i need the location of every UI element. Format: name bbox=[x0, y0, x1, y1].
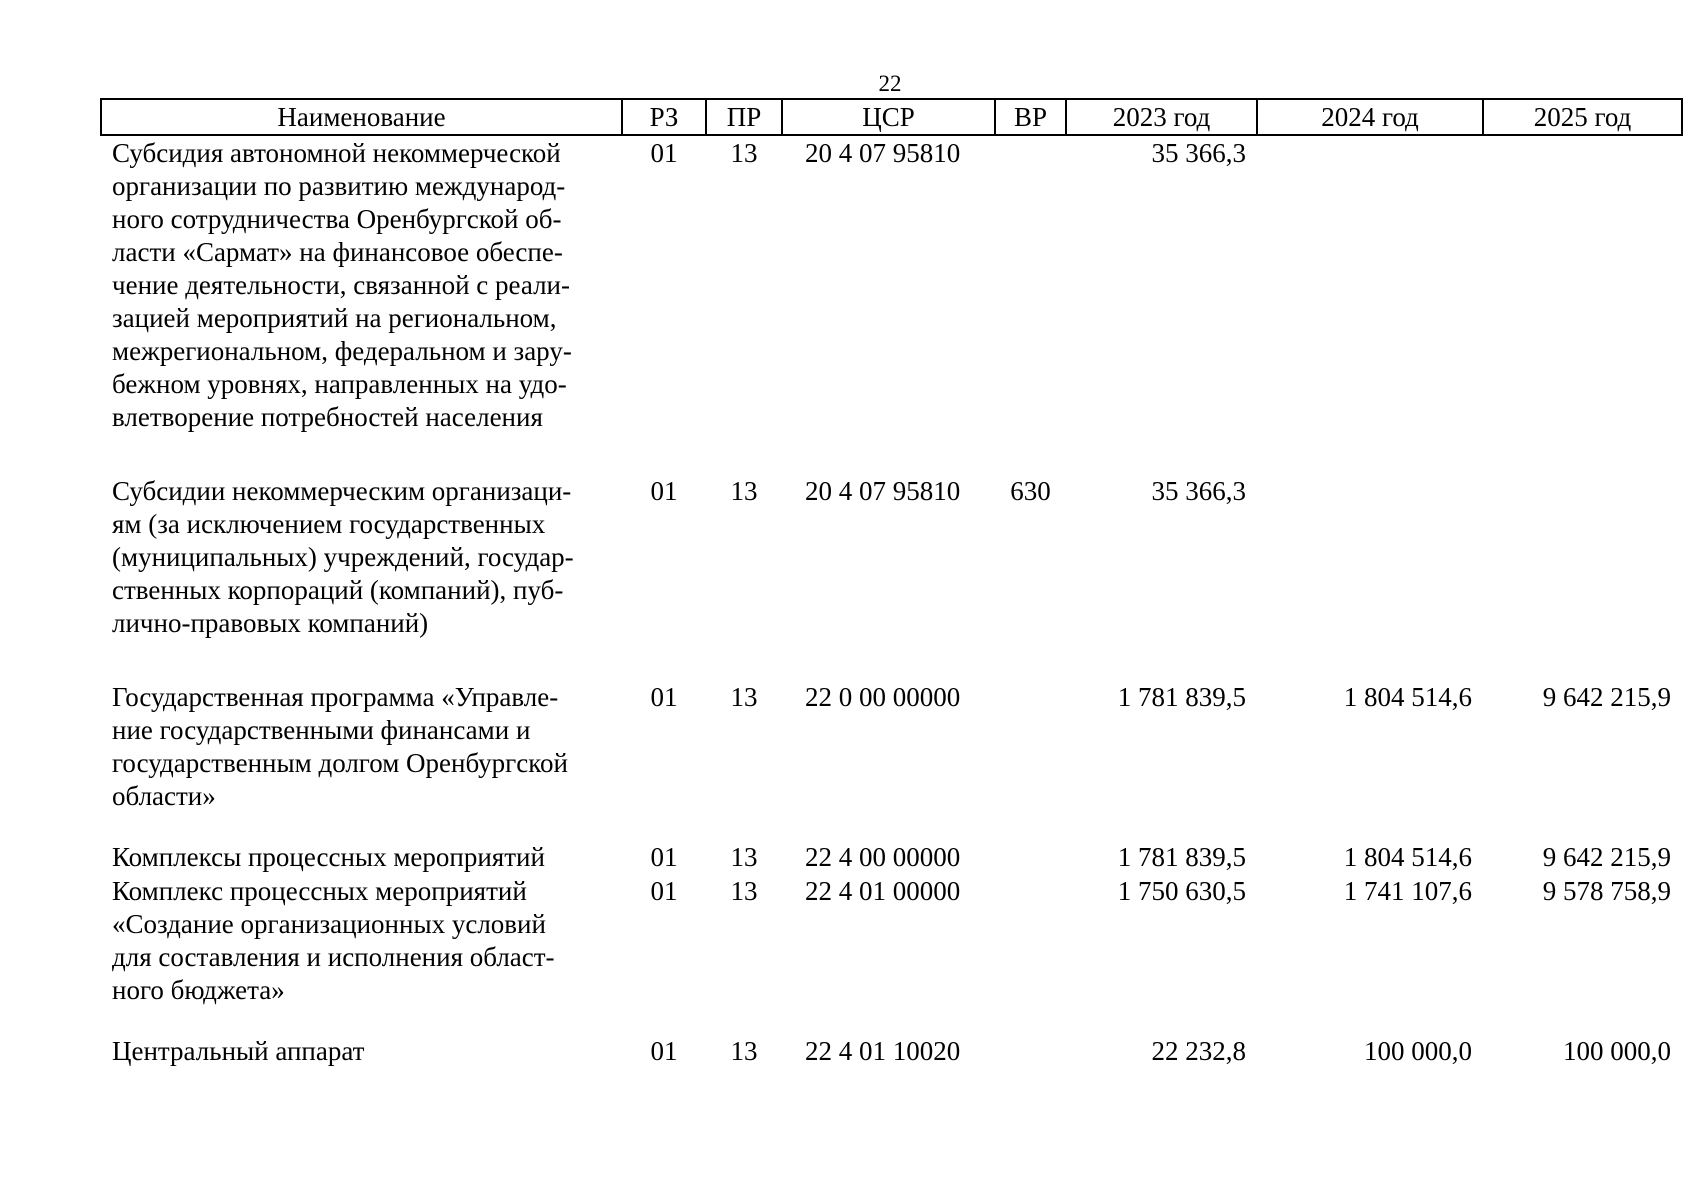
row-pr-cell: 13 bbox=[730, 138, 758, 168]
table-row bbox=[101, 1034, 1682, 1068]
row-2025-cell bbox=[1483, 135, 1682, 474]
row-name-line: ного бюджета» bbox=[112, 975, 285, 1005]
table-row bbox=[101, 680, 1682, 840]
row-vr-cell bbox=[995, 840, 1066, 874]
row-name-cell bbox=[101, 1034, 622, 1068]
row-pr-cell: 13 bbox=[730, 842, 758, 872]
row-2024-cell: 1 741 107,6 bbox=[1343, 876, 1472, 906]
row-name-line: влетворение потребностей населения bbox=[112, 402, 543, 432]
row-2024-cell bbox=[1257, 135, 1483, 474]
row-name-line: межрегиональном, федеральном и зару- bbox=[112, 336, 572, 366]
row-2023-cell: 35 366,3 bbox=[1151, 476, 1246, 506]
table-row bbox=[101, 874, 1682, 1034]
row-2024-cell: 1 804 514,6 bbox=[1343, 842, 1472, 872]
row-csr-cell: 22 4 01 10020 bbox=[805, 1036, 961, 1066]
row-2025-cell: 9 578 758,9 bbox=[1542, 876, 1671, 906]
row-pr-cell: 13 bbox=[730, 682, 758, 712]
row-name-line: ного сотрудничества Оренбургской об- bbox=[112, 204, 562, 234]
header-2023: 2023 год bbox=[1066, 99, 1257, 135]
row-2023-cell: 22 232,8 bbox=[1151, 1036, 1246, 1066]
row-name-line: Субсидии некоммерческим организаци- bbox=[112, 476, 572, 506]
row-pr-cell: 13 bbox=[730, 476, 758, 506]
row-2023-cell: 35 366,3 bbox=[1151, 138, 1246, 168]
row-name-line: для составления и исполнения област- bbox=[112, 942, 555, 972]
row-rz-cell: 01 bbox=[650, 876, 678, 906]
header-rz: РЗ bbox=[622, 99, 706, 135]
row-name-cell bbox=[101, 474, 622, 680]
header-vr: ВР bbox=[995, 99, 1066, 135]
row-pr-cell: 13 bbox=[730, 876, 758, 906]
row-name-line: ям (за исключением государственных bbox=[112, 509, 546, 539]
row-2023-cell: 1 781 839,5 bbox=[1117, 842, 1246, 872]
row-vr-cell: 630 bbox=[1010, 476, 1051, 506]
row-csr-cell: 20 4 07 95810 bbox=[805, 476, 961, 506]
row-name-line: Комплекс процессных мероприятий bbox=[112, 876, 527, 906]
row-name-line: зацией мероприятий на региональном, bbox=[112, 303, 557, 333]
row-name-line: ственных корпораций (компаний), пуб- bbox=[112, 575, 564, 605]
row-2023-cell: 1 750 630,5 bbox=[1117, 876, 1246, 906]
row-name-line: Комплексы процессных мероприятий bbox=[112, 842, 545, 872]
row-name-cell bbox=[101, 680, 622, 840]
row-name-line: бежном уровнях, направленных на удо- bbox=[112, 369, 567, 399]
row-rz-cell: 01 bbox=[650, 842, 678, 872]
row-2024-cell: 100 000,0 bbox=[1364, 1036, 1472, 1066]
row-name-line: ние государственными финансами и bbox=[112, 715, 531, 745]
header-row bbox=[101, 99, 1682, 135]
page-number: 22 bbox=[878, 71, 902, 96]
row-2025-cell: 9 642 215,9 bbox=[1542, 842, 1671, 872]
row-vr-cell bbox=[995, 1034, 1066, 1068]
row-name-line: лично-правовых компаний) bbox=[112, 608, 429, 638]
row-name-line: Государственная программа «Управле- bbox=[112, 682, 559, 712]
row-name-cell bbox=[101, 840, 622, 874]
row-csr-cell: 22 4 01 00000 bbox=[805, 876, 961, 906]
row-name-cell bbox=[101, 874, 622, 1034]
row-name-line: «Создание организационных условий bbox=[112, 909, 546, 939]
row-vr-cell bbox=[995, 135, 1066, 474]
row-pr-cell: 13 bbox=[730, 1036, 758, 1066]
row-2025-cell: 100 000,0 bbox=[1563, 1036, 1671, 1066]
row-rz-cell: 01 bbox=[650, 138, 678, 168]
row-name-line: чение деятельности, связанной с реали- bbox=[112, 270, 570, 300]
row-rz-cell: 01 bbox=[650, 476, 678, 506]
row-vr-cell bbox=[995, 680, 1066, 840]
row-name-line: организации по развитию международ- bbox=[112, 171, 566, 201]
row-name-line: Субсидия автономной некоммерческой bbox=[112, 138, 561, 168]
header-name: Наименование bbox=[101, 99, 622, 135]
row-rz-cell: 01 bbox=[650, 1036, 678, 1066]
budget-table bbox=[100, 98, 1683, 1068]
row-rz-cell: 01 bbox=[650, 682, 678, 712]
row-2024-cell bbox=[1257, 474, 1483, 680]
row-csr-cell: 22 0 00 00000 bbox=[805, 682, 961, 712]
row-2023-cell: 1 781 839,5 bbox=[1117, 682, 1246, 712]
row-2025-cell: 9 642 215,9 bbox=[1542, 682, 1671, 712]
table-row bbox=[101, 840, 1682, 874]
row-2025-cell bbox=[1483, 474, 1682, 680]
header-2024: 2024 год bbox=[1257, 99, 1483, 135]
row-2024-cell: 1 804 514,6 bbox=[1343, 682, 1472, 712]
row-csr-cell: 22 4 00 00000 bbox=[805, 842, 961, 872]
table-row bbox=[101, 474, 1682, 680]
row-name-line: области» bbox=[112, 781, 216, 811]
table-body bbox=[101, 135, 1682, 1068]
row-vr-cell bbox=[995, 874, 1066, 1034]
table-row bbox=[101, 135, 1682, 474]
header-2025: 2025 год bbox=[1483, 99, 1682, 135]
row-name-line: ласти «Сармат» на финансовое обеспе- bbox=[112, 237, 563, 267]
header-pr: ПР bbox=[706, 99, 782, 135]
row-name-line: (муниципальных) учреждений, государ- bbox=[112, 542, 574, 572]
row-name-line: государственным долгом Оренбургской bbox=[112, 748, 568, 778]
row-name-cell bbox=[101, 135, 622, 474]
row-csr-cell: 20 4 07 95810 bbox=[805, 138, 961, 168]
table-header bbox=[101, 99, 1682, 135]
row-name-line: Центральный аппарат bbox=[112, 1036, 365, 1066]
header-csr: ЦСР bbox=[782, 99, 995, 135]
